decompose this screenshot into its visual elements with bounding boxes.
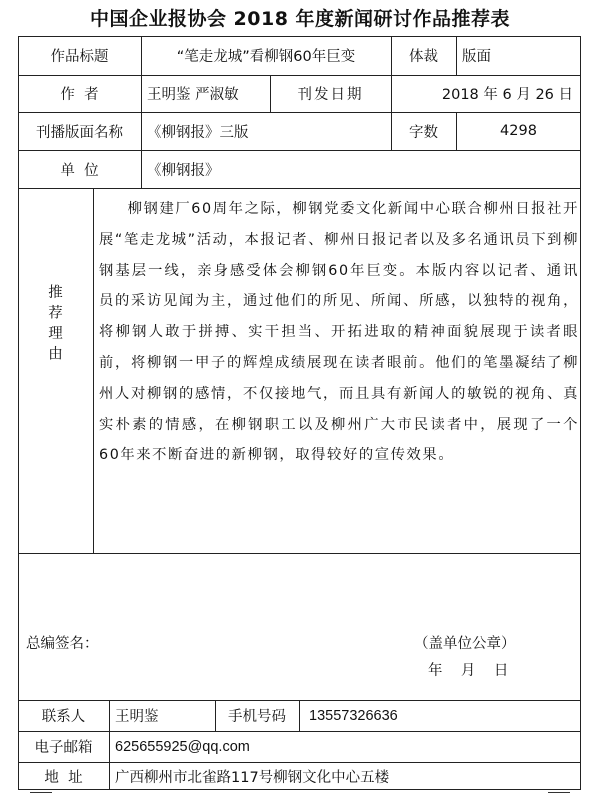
page-edge-mark-right	[548, 792, 570, 797]
signature-date: 年 月 日	[428, 663, 509, 679]
work-title-label: 作品标题	[50, 49, 109, 65]
genre-value: 版面	[462, 49, 491, 65]
address-label: 地 址	[44, 769, 83, 786]
work-title-value: “笔走龙城”看柳钢60年巨变	[176, 49, 356, 65]
contact-label: 联系人	[41, 709, 86, 725]
address-value: 广西柳州市北雀路117号柳钢文化中心五楼	[115, 769, 390, 786]
phone-label: 手机号码	[228, 709, 286, 725]
author-value: 王明鉴 严淑敏	[147, 87, 239, 103]
email-label: 电子邮箱	[34, 740, 93, 756]
email-value: 625655925@qq.com	[115, 738, 250, 755]
publish-date-label: 刊发日期	[297, 87, 364, 103]
recommendation-text: 柳钢建厂60周年之际，柳钢党委文化新闻中心联合柳州日报社开展“笔走龙城”活动，本报记者、柳州日报记者以及多名通讯员下到柳钢基层一线，亲身感受体会柳钢60年巨变。本版内容以记者、通讯员的采访见闻为主，通过他们的所见、所闻、所感，以独特的视角，将柳钢人敢于拼搏、实干担当、开拓进取的精神面貌展现于读者眼前，将柳钢一甲子的辉煌成绩展现在读者眼前。他们的笔墨凝结了柳州人对柳钢的感情，不仅接地气，而且具有新闻人的敏锐的视角、真实朴素的情感，在柳钢职工以及柳州广大市民读者中，展现了一个60年来不断奋进的新柳钢，取得较好的宣传效果。	[99, 201, 579, 464]
recommendation-label: 推荐理由	[46, 284, 62, 366]
unit-value: 《柳钢报》	[147, 162, 220, 179]
page-edge-mark-left	[30, 792, 52, 797]
phone-value: 13557326636	[309, 707, 398, 724]
editor-signature-label: 总编签名：	[26, 636, 99, 652]
page-name-value: 《柳钢报》三版	[147, 124, 249, 141]
author-label: 作 者	[60, 87, 99, 103]
page-name-label: 刊播版面名称	[36, 124, 123, 141]
publish-date-value: 2018 年 6 月 26 日	[441, 87, 573, 103]
genre-label: 体裁	[409, 49, 438, 65]
seal-text: （盖单位公章）	[414, 636, 516, 652]
form-title: 中国企业报协会 2018 年度新闻研讨作品推荐表	[89, 8, 511, 30]
unit-label: 单 位	[60, 162, 99, 179]
word-count-label: 字数	[409, 124, 438, 141]
contact-value: 王明鉴	[115, 709, 159, 725]
word-count-value: 4298	[500, 123, 537, 139]
